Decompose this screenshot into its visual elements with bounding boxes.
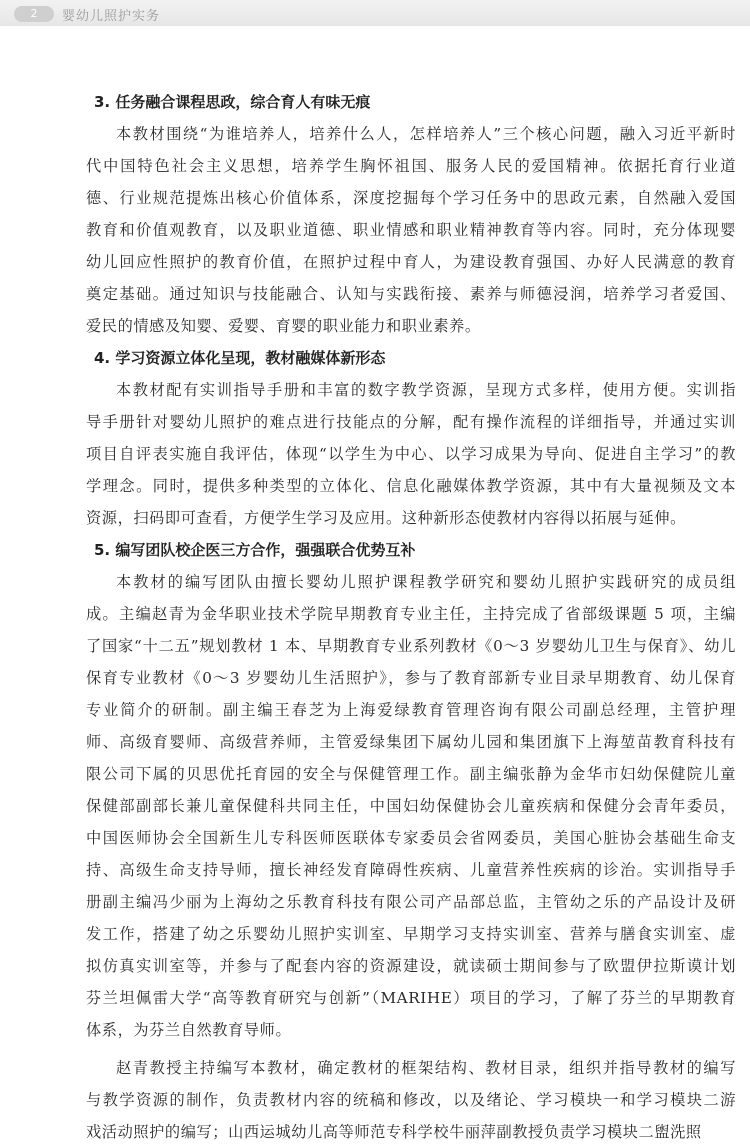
running-header: [0, 0, 750, 30]
text-line: 册副主编冯少丽为上海幼之乐教育科技有限公司产品部总监，主管幼之乐的产品设计及研: [86, 893, 736, 911]
book-title: 婴幼儿照护实务: [62, 9, 161, 24]
text-line: 德、行业规范提炼出核心价值体系，深度挖掘每个学习任务中的思政元素，自然融入爱国: [86, 189, 736, 207]
text-line: 赵青教授主持编写本教材，确定教材的框架结构、教材目录，组织并指导教材的编写: [116, 1059, 736, 1077]
paragraph: [86, 118, 736, 342]
text-line: 保育专业教材《0～3 岁婴幼儿生活照护》，参与了教育部新专业目录早期教育、幼儿保育: [86, 669, 736, 687]
text-line: 项目自评表实施自我评估，体现“以学生为中心、以学习成果为导向、促进自主学习”的教: [86, 445, 736, 463]
text-line: 拟仿真实训室等，并参与了配套内容的资源建设，就读硕士期间参与了欧盟伊拉斯谟计划: [86, 957, 736, 975]
page-body: [86, 86, 736, 1148]
text-line: 体系，为芬兰自然教育导师。: [86, 1021, 292, 1039]
text-line: 资源，扫码即可查看，方便学生学习及应用。这种新形态使教材内容得以拓展与延伸。: [86, 509, 686, 527]
text-line: 本教材的编写团队由擅长婴幼儿照护课程教学研究和婴幼儿照护实践研究的成员组: [116, 573, 736, 591]
section-heading: 4. 学习资源立体化呈现，教材融媒体新形态: [94, 349, 386, 367]
paragraph: [86, 566, 736, 1046]
text-line: 幼儿回应性照护的教育价值，在照护过程中育人，为建设教育强国、办好人民满意的教育: [86, 253, 736, 271]
text-line: 限公司下属的贝思优托育园的安全与保健管理工作。副主编张静为金华市妇幼保健院儿童: [86, 765, 736, 783]
text-line: 本教材配有实训指导手册和丰富的数字教学资源，呈现方式多样，使用方便。实训指: [116, 381, 736, 399]
text-line: 教育和价值观教育，以及职业道德、职业情感和职业精神教育等内容。同时，充分体现婴: [86, 221, 736, 239]
text-line: 师、高级育婴师、高级营养师，主管爱绿集团下属幼儿园和集团旗下上海堃苗教育科技有: [86, 733, 736, 751]
paragraph: [86, 374, 736, 534]
text-line: 本教材围绕“为谁培养人，培养什么人，怎样培养人”三个核心问题，融入习近平新时: [116, 125, 736, 143]
text-line: 爱民的情感及知婴、爱婴、育婴的职业能力和职业素养。: [86, 317, 481, 335]
text-line: 奠定基础。通过知识与技能融合、认知与实践衔接、素养与师德浸润，培养学习者爱国、: [86, 285, 736, 303]
text-line: 与教学资源的制作，负责教材内容的统稿和修改，以及绪论、学习模块一和学习模块二游: [86, 1091, 736, 1109]
page-number: 2: [14, 6, 54, 22]
text-line: 成。主编赵青为金华职业技术学院早期教育专业主任，主持完成了省部级课题 5 项，主编: [86, 605, 736, 623]
text-line: 戏活动照护的编写；山西运城幼儿高等师范专科学校牛丽萍副教授负责学习模块二盥洗照: [86, 1123, 702, 1141]
text-line: 了国家“十二五”规划教材 1 本、早期教育专业系列教材《0～3 岁婴幼儿卫生与保育》、幼儿: [86, 637, 736, 655]
text-line: 持、高级生命支持导师，擅长神经发育障碍性疾病、儿童营养性疾病的诊治。实训指导手: [86, 861, 736, 879]
text-line: 专业简介的研制。副主编王春芝为上海爱绿教育管理咨询有限公司副总经理，主管护理: [86, 701, 736, 719]
text-line: 代中国特色社会主义思想，培养学生胸怀祖国、服务人民的爱国精神。依据托育行业道: [86, 157, 736, 175]
text-line: 发工作，搭建了幼之乐婴幼儿照护实训室、早期学习支持实训室、营养与膳食实训室、虚: [86, 925, 736, 943]
text-line: 中国医师协会全国新生儿专科医师医联体专家委员会省网委员，美国心脏协会基础生命支: [86, 829, 736, 847]
text-line: 学理念。同时，提供多种类型的立体化、信息化融媒体教学资源，其中有大量视频及文本: [86, 477, 736, 495]
text-line: 保健部副部长兼儿童保健科共同主任，中国妇幼保健协会儿童疾病和保健分会青年委员，: [86, 797, 736, 815]
section-heading: 5. 编写团队校企医三方合作，强强联合优势互补: [94, 541, 416, 559]
paragraph: [86, 1052, 736, 1148]
section-heading: 3. 任务融合课程思政，综合育人有味无痕: [94, 93, 371, 111]
text-line: 导手册针对婴幼儿照护的难点进行技能点的分解，配有操作流程的详细指导，并通过实训: [86, 413, 736, 431]
text-line: 芬兰坦佩雷大学“高等教育研究与创新”（MARIHE）项目的学习，了解了芬兰的早期教育: [86, 989, 736, 1007]
